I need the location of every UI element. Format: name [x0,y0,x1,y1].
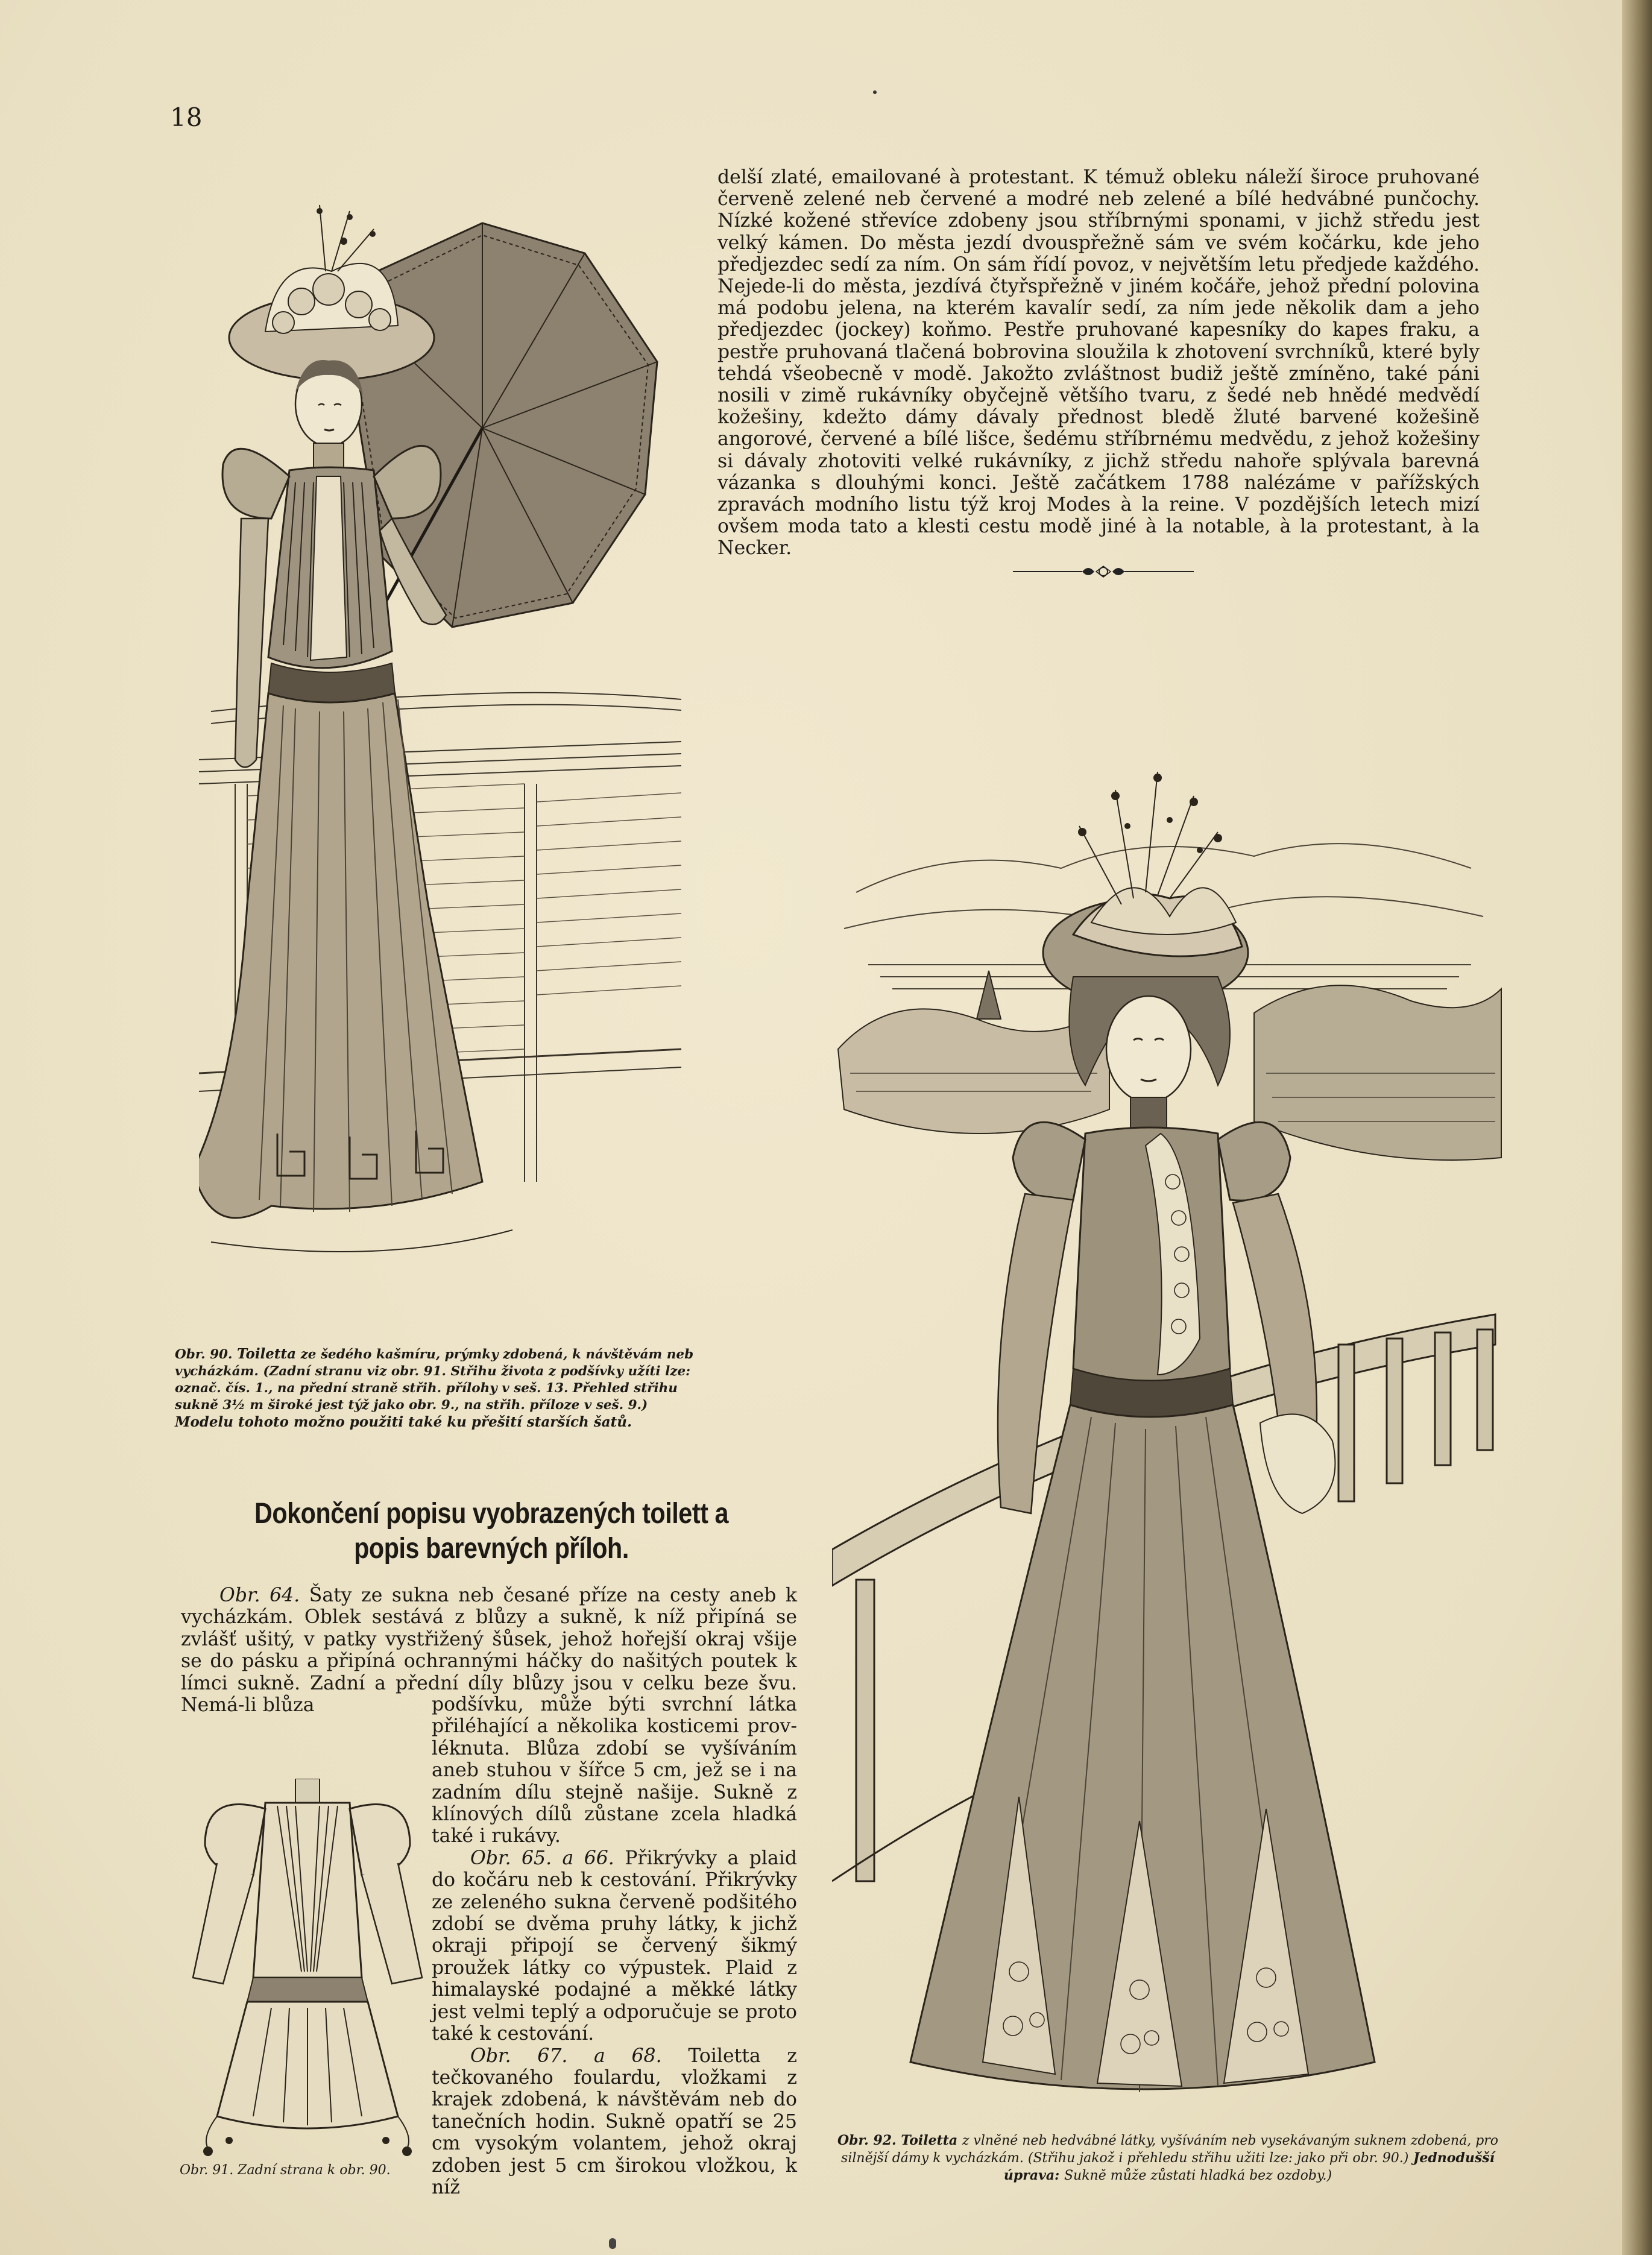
figure-90-caption [175,1346,699,1431]
item-ref: Obr. 67. a 68. [470,2045,662,2067]
item-ref: Obr. 64. [219,1585,300,1606]
figure-91-caption: Obr. 91. Zadní strana k obr. 90. [180,2163,391,2178]
lady-with-parasol-icon [199,181,693,1339]
figure-90-label: Obr. 90. [175,1347,233,1362]
lady-on-balcony-icon [832,736,1513,2122]
items-continued [432,1694,797,2198]
page-number: 18 [170,102,203,132]
item-text: podšívku, může býti svrchní látka přiléhající a několika kosticemi provléknuta. Blůza zdobí se vyšíváním aneb stuhou v šířce 5 cm, jež se i na zadním dílu stejně našije. Sukně z klínových dílů zůstane zcela hladká také i rukávy. [432,1694,797,1847]
figure-92-note-label: Jednodušší úprava: [1003,2150,1495,2183]
article-paragraph: delší zlaté, emailované à protestant. K témuž obleku náleží široce pruhované červeně zelené neb červené a modré neb zelené a bílé hedvábné punčochy. Nízké kožené střevíce zdobeny jsou stříbrnými sponami, v jichž středu jest velký kámen. Do města jezdí dvouspřežně sám ve svém kočárku, kde jeho předjezdec sedí za ním. On sám řídí povoz, v největším letu předjede každého. Nejede-li do města, jezdívá čtyřspřežně v jiném kočáře, jehož přední polovina má podobu jelena, na kterém kavalír sedí, za ním jede několik dam a jeho předjezdec (jockey) koňmo. Pestře pruhované kapesníky do kapes fraku, a pestře pruhovaná tlačená bobrovina sloužila k zhotovení svrchníků, které byly tehdá všeobecně v modě. Jakožto zvláštnost budiž ještě zmíněno, také páni nosili v zimě rukávníky obyčejně většího tvaru, z šedé neb hnědé medvědí kožešiny, kdežto dámy dávaly přednost bledě žluté barvené kožešině angorové, červené a bílé lišce, šedému stříbrnému medvědu, z jehož kožešiny si dávaly zhotoviti velké rukávníky, z jichž středu nahoře splývala barevná vázanka s dlouhými konci. Ještě začátkem 1788 nalézáme v pařížských zpravách modního listu týž kroj Modes à la reine. V pozdějších letech mizí ovšem moda tato a klesti cestu modě jiné à la notable, à la protestant, à la Necker. [717,166,1480,560]
item-text: Toiletta z tečkovaného foulardu, vložkami z krajek zdobená, k návštěvám neb do tanečních hodin. Sukně opatří se 25 cm vysokým volantem, jehož okraj zdoben jest 5 cm širokou vložkou, k níž [432,2045,798,2198]
print-speck [873,90,877,94]
figure-92-title: Toiletta [901,2133,958,2148]
bodice-back-icon [181,1779,434,2159]
page-gutter [1622,0,1652,2255]
figure-92-note: Sukně může zůstati hladká bez ozdoby.) [1064,2168,1332,2183]
figure-90-description: ze šedého kašmíru, prýmky zdobená, k návštěvám neb vycházkám. (Zadní stranu viz obr. 91. Střihu života z podšívky užíti lze: označ. čís. 1., na přední straně střih. přílohy v seš. 13. Přehled střihu sukně 3½ m široké jest týž jako obr. 9., na střih. příloze v seš. 9.) [175,1347,694,1413]
item-text: Šaty ze sukna neb česané příze na cesty aneb k vycházkám. Oblek sestává z blůzy a sukně, k níž připíná se zvlášť ušitý, v patky vystřižený šůsek, jehož hořejší okraj všije se do pásku a připíná ochrannými háčky do našitých poutek k límci sukně. Zadní a přední díly blůzy jsou v celku beze švu. Nemá-li blůza [181,1585,797,1717]
print-speck [609,2238,616,2249]
figure-92-label: Obr. 92. [837,2133,897,2148]
figure-92-caption [827,2132,1509,2184]
figure-92-description: z vlněné neb hedvábné látky, vyšíváním neb vysekávaným suknem zdobená, pro silnější dámy k vycházkám. (Střihu jakož i přehledu střihu užiti lze: jako při obr. 90.) [841,2133,1499,2166]
article-top-text [717,166,1480,560]
figure-90-note: Modelu tohoto možno použiti také ku přešití starších šatů. [175,1414,632,1430]
item-ref: Obr. 65. a 66. [470,1847,614,1869]
section-heading: Dokončení popisu vyobrazených toilett a popis barevných příloh. [254,1498,729,1565]
figure-90-title: Toiletta [237,1346,297,1362]
item-text: Přikrývky a plaid do kočáru neb k cestování. Přikrývky ze zeleného sukna červeně podšitého zdobí se dvěma pruhy látky, k jichž okraji připojí se červený šikmý proužek látky co výpustek. Plaid z himalayské podajné a měkké látky jest velmi teplý a odporučuje se proto také k cestování. [432,1847,798,2045]
section-divider-ornament-icon [1013,560,1194,584]
